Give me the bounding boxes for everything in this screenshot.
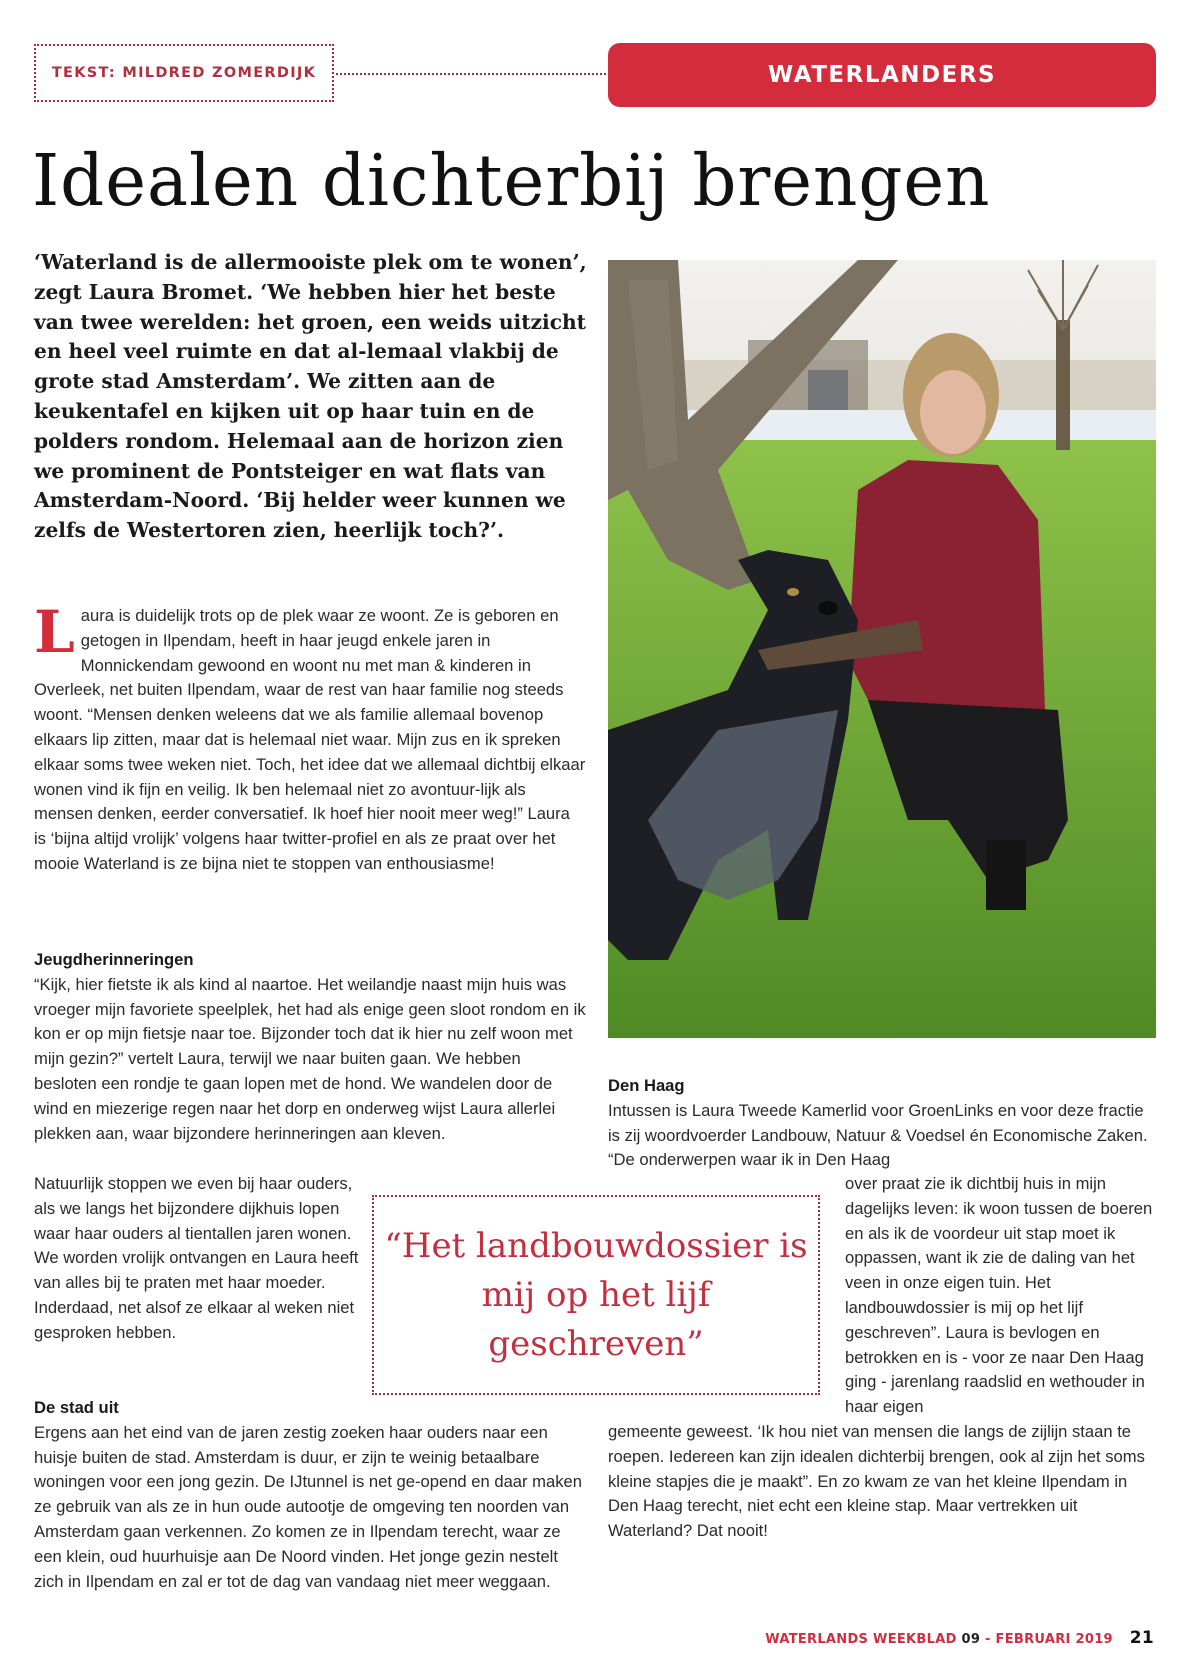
section-den-haag-tail [608,1420,1160,1544]
article-lead: ‘Waterland is de allermooiste plek om te wonen’, zegt Laura Bromet. ‘We hebben hier het beste van twee werelden: het groen, een weids uitzicht en heel veel ruimte en dat al-lemaal vlakbij de grote stad Amsterdam’. We zitten aan de keukentafel en kijken uit op haar tuin en de polders rondom. Helemaal aan de horizon zien we prominent de Pontsteiger en wat flats van Amsterdam-Noord. ‘Bij helder weer kunnen we zelfs de Westertoren zien, heerlijk toch?’. [34,250,587,543]
page-footer [765,1628,1154,1648]
section-label: WATERLANDERS [767,62,997,88]
section-body: Intussen is Laura Tweede Kamerlid voor GroenLinks en voor deze fractie is zij woordvoerder Landbouw, Natuur & Voedsel én Economische Zaken. “De onderwerpen waar ik in Den Haag [608,1100,1148,1170]
page-number: 21 [1129,1628,1154,1648]
intro-text: aura is duidelijk trots op de plek waar ze woont. Ze is geboren en getogen in Ilpendam, heeft in haar jeugd enkele jaren in Monnickendam gewoond en woont nu met man & kinderen in Overleek, net buiten Ilpendam, waar de rest van haar familie nog steeds woont. “Mensen denken weleens dat we als familie allemaal bovenop elkaars lip zitten, maar dat is helemaal niet waar. Mijn zus en ik spreken elkaar soms twee weken niet. Toch, het idee dat we allemaal dichtbij elkaar wonen vind ik fijn en veilig. Ik ben helemaal niet zo avontuur-lijk als mensen denken, eerder conversatief. Ik hoef hier nooit meer weg!” Laura is ‘bijna altijd vrolijk’ volgens haar twitter-profiel en als ze praat over het mooie Waterland is ze bijna niet te stoppen van enthousiasme! [34,606,586,873]
section-jeugdherinneringen-continued [34,1172,364,1346]
section-body-narrow: Natuurlijk stoppen we even bij haar ouders, als we langs het bijzondere dijkhuis lopen waar haar ouders al tientallen jaren wonen. We worden vrolijk ontvangen en Laura heeft van alles bij te praten met haar moeder. Inderdaad, net alsof ze elkaar al weken niet gesproken hebben. [34,1174,359,1342]
section-body: Ergens aan het eind van de jaren zestig zoeken haar ouders naar een huisje buiten de stad. Amsterdam is duur, er zijn te weinig betaalbare woningen voor een jong gezin. De IJtunnel is net ge-opend en daar maken ze gebruik van als ze in hun oude autootje de omgeving ten noorden van Amsterdam gaan verkennen. Zo komen ze in Ilpendam terecht, waar ze een klein, oud huurhuisje aan De Noord vinden. Het jonge gezin nestelt zich in Ilpendam en zal er tot de dag van vandaag niet meer weggaan. [34,1422,582,1591]
section-den-haag-continued [845,1172,1165,1420]
section-jeugdherinneringen [34,948,586,1146]
section-badge [608,43,1156,107]
drop-cap: L [34,598,75,666]
section-heading: Jeugdherinneringen [34,950,194,969]
pull-quote-box [372,1195,820,1395]
section-body-tail: gemeente geweest. ‘Ik hou niet van mensen die langs de zijlijn staan te roepen. Iedereen kan zijn idealen dichterbij brengen, ook al zijn het soms kleine stapjes die je maakt”. En zo kwam ze van het kleine Ilpendam in Den Haag terecht, niet echt een kleine stap. Maar vertrekken uit Waterland? Dat nooit! [608,1422,1145,1541]
byline: TEKST: MILDRED ZOMERDIJK [51,65,317,81]
photo-woman-with-dog-icon [608,260,1156,1038]
issue-number: 09 [961,1632,981,1647]
section-body-narrow: over praat zie ik dichtbij huis in mijn dagelijks leven: ik woon tussen de boeren en als ik de voordeur uit stap moet ik oppassen, want ik zie de daling van het veen in onze eigen tuin. Het landbouwdossier is mij op het lijf geschreven”. Laura is bevlogen en betrokken en is - voor ze naar Den Haag ging - jarenlang raadslid en wethouder in haar eigen [845,1174,1153,1417]
intro-paragraph [34,598,586,877]
pull-quote: “Het landbouwdossier is mij op het lijf geschreven” [384,1225,808,1364]
section-den-haag [608,1074,1160,1173]
section-heading: Den Haag [608,1076,685,1095]
issue-date: - FEBRUARI 2019 [985,1632,1113,1647]
dotted-divider [336,73,610,75]
section-de-stad-uit [34,1396,586,1594]
section-body: “Kijk, hier fietste ik als kind al naartoe. Het weilandje naast mijn huis was vroeger mijn favoriete speelplek, het had als enige geen sloot rondom en ik kon er op mijn fietsje naar toe. Bijzonder toch dat ik hier nu zelf woon met mijn gezin?” vertelt Laura, terwijl we naar buiten gaan. We hebben besloten een rondje te gaan lopen met de hond. We wandelen door de wind en miezerige regen naar het dorp en onderweg wijst Laura allerlei plekken aan, waar bijzondere herinneringen aan kleven. [34,974,586,1143]
publication-name: WATERLANDS WEEKBLAD [765,1632,957,1647]
section-heading: De stad uit [34,1398,119,1417]
article-title: Idealen dichterbij brengen [32,139,991,222]
article-photo [608,260,1156,1038]
byline-box [34,44,334,102]
